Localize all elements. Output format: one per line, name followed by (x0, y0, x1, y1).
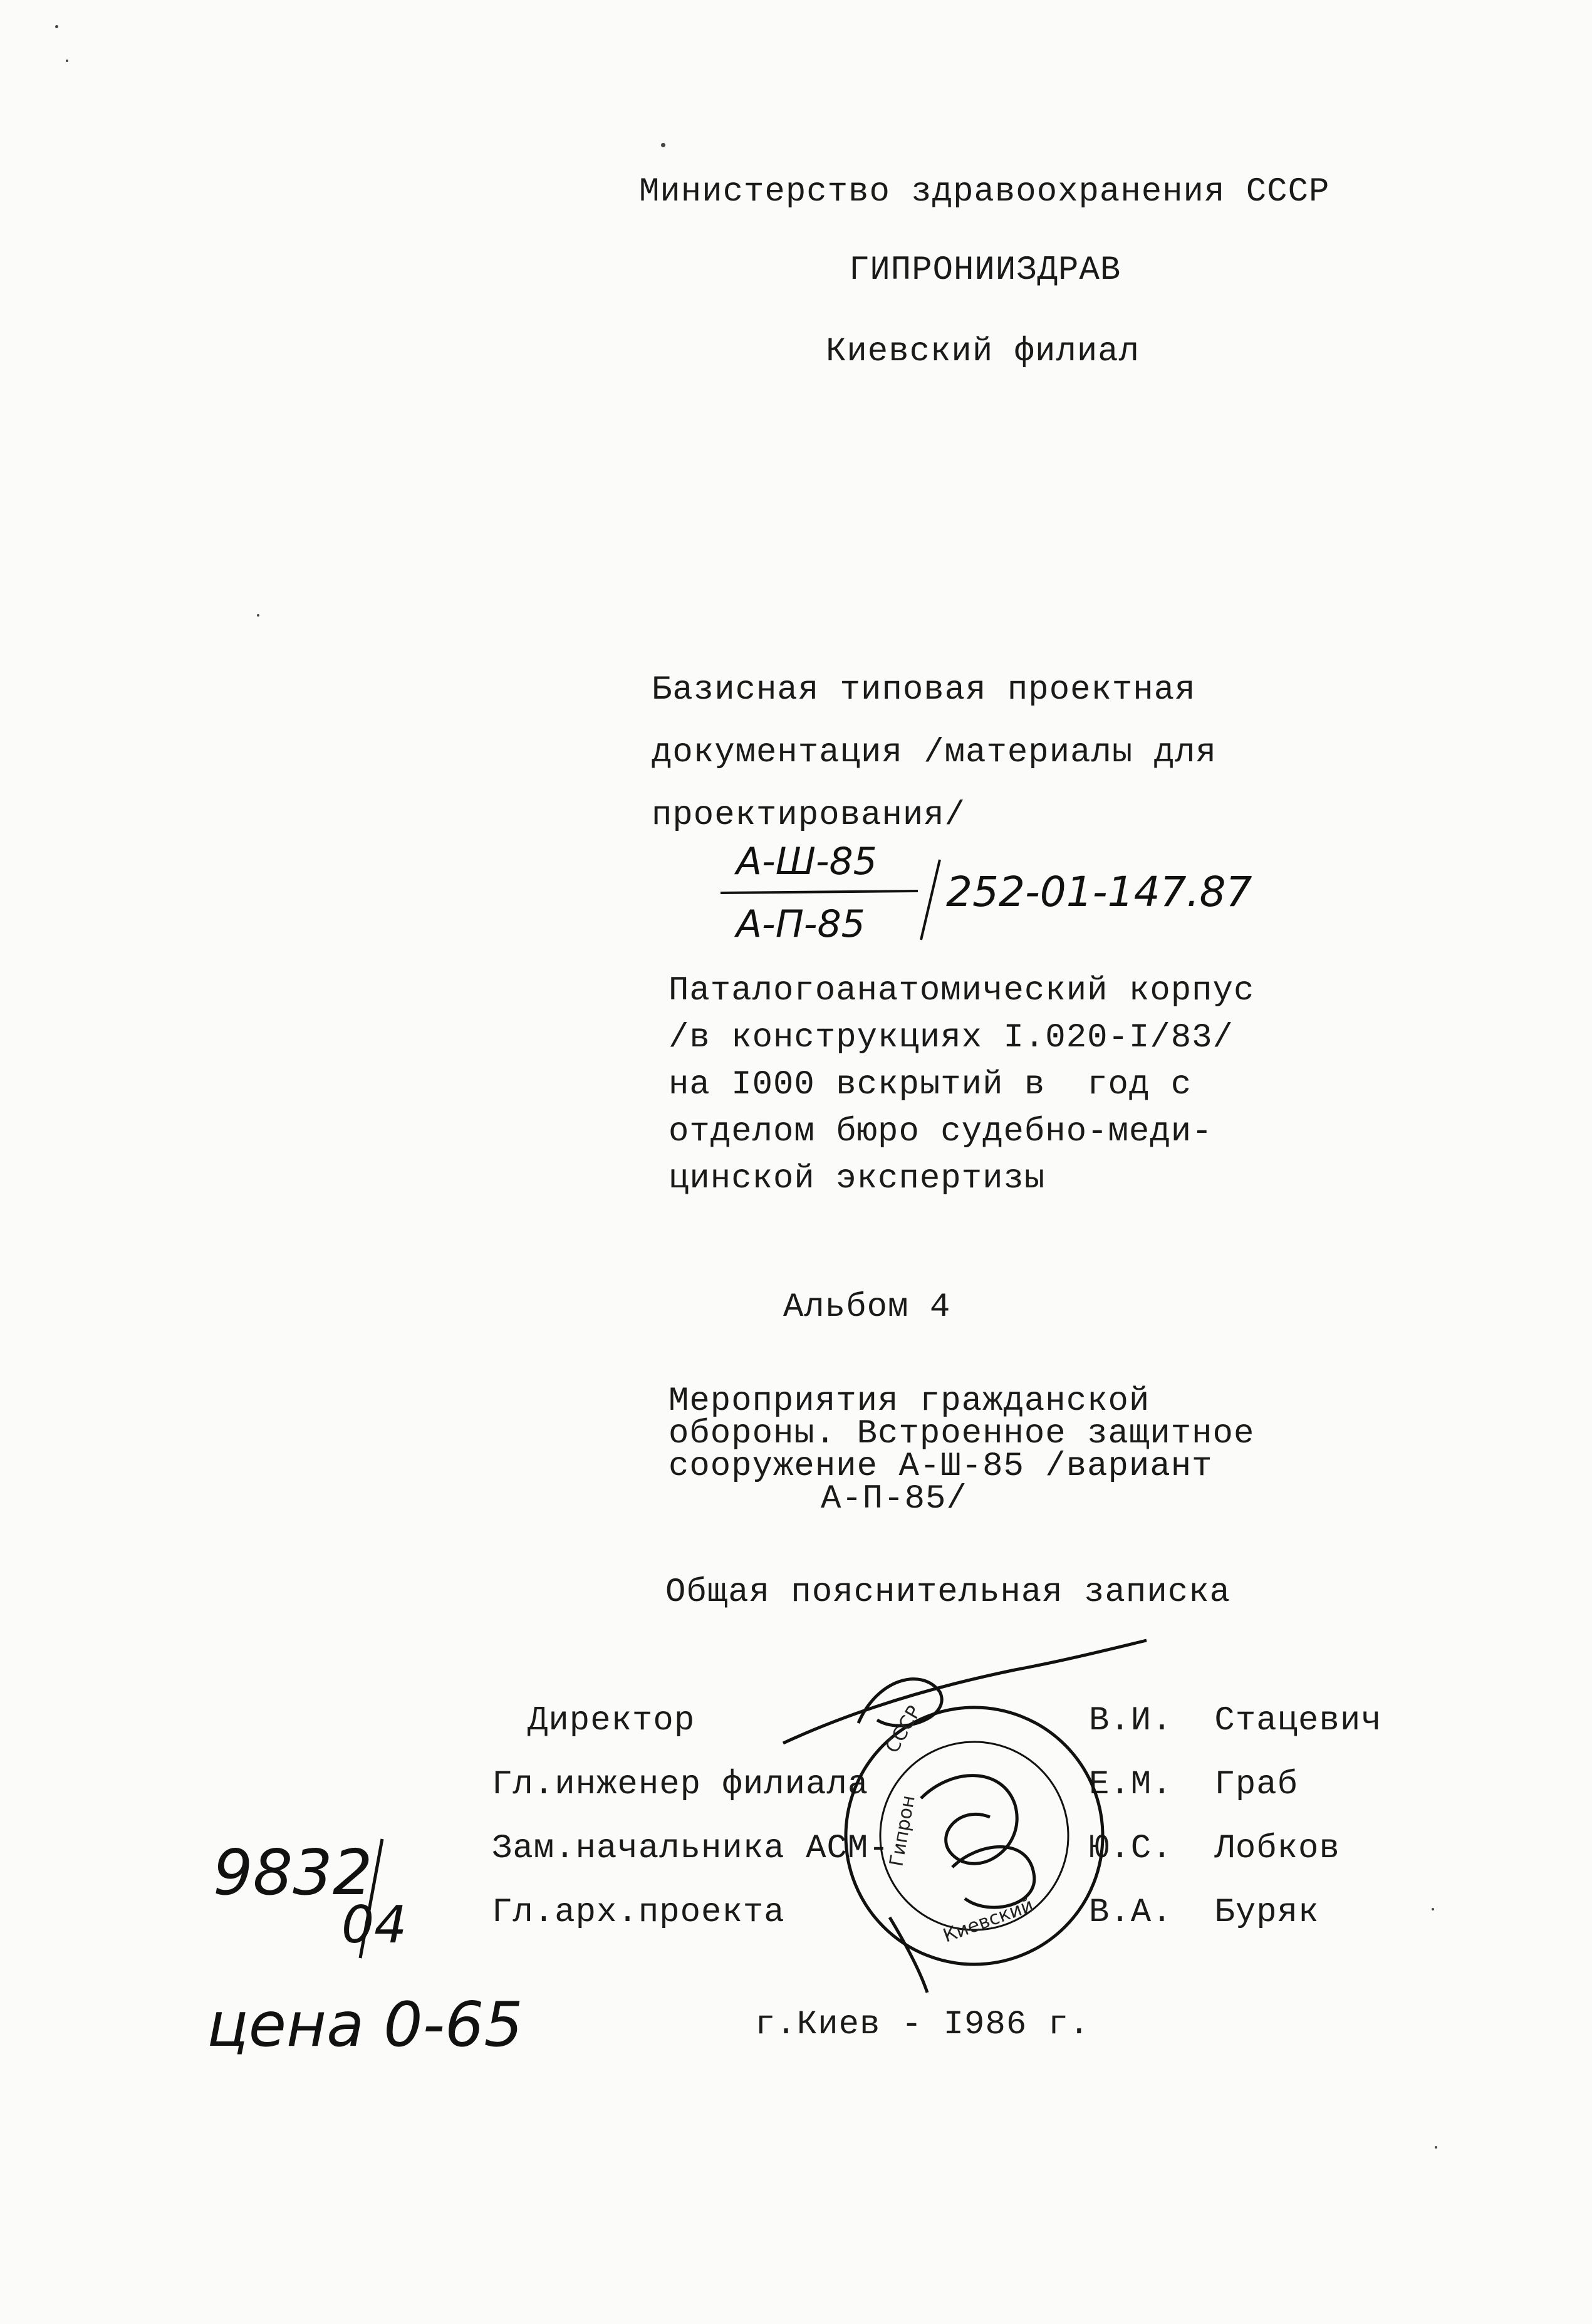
album-label: Альбом 4 (783, 1288, 951, 1326)
code-denominator: А-П-85 (736, 902, 865, 946)
note-title: Общая пояснительная записка (665, 1573, 1230, 1612)
branch-name: Киевский филиал (826, 333, 1140, 371)
scan-speck (661, 143, 665, 147)
basis-line-3: проектирования/ (652, 796, 966, 835)
price-label: цена 0-65 (207, 1989, 523, 2061)
subject-line-4: отделом бюро судебно-меди- (669, 1113, 1213, 1151)
subject-line-5: цинской экспертизы (669, 1160, 1046, 1198)
signatory-role: Гл.арх.проекта (492, 1894, 785, 1932)
svg-text:Гипрон: Гипрон (885, 1793, 920, 1868)
inventory-suffix: 04 (341, 1895, 407, 1955)
signatory-role: Гл.инженер филиала (492, 1766, 869, 1804)
measures-line-4: А-П-85/ (821, 1480, 967, 1518)
signatory-name: Е.М. Граб (1089, 1766, 1299, 1804)
measures-line-3: сооружение А-Ш-85 /вариант (669, 1447, 1213, 1486)
scan-speck (1435, 2146, 1437, 2149)
signatory-role: Директор (528, 1702, 695, 1740)
ministry-title: Министерство здравоохранения СССР (639, 173, 1330, 211)
signatory-name: Ю.С. Лобков (1089, 1830, 1340, 1868)
place-and-year: г.Киев - I986 г. (755, 2006, 1090, 2044)
svg-text:Киевский: Киевский (940, 1894, 1037, 1947)
inventory-number: 9832 (213, 1836, 373, 1909)
scan-speck (1432, 1908, 1434, 1910)
subject-line-1: Паталогоанатомический корпус (669, 972, 1255, 1010)
signatory-name: В.А. Буряк (1089, 1894, 1319, 1932)
institute-name: ГИПРОНИИЗДРАВ (849, 251, 1121, 289)
subject-line-3: на I000 вскрытий в год с (669, 1066, 1192, 1104)
basis-line-2: документация /материалы для (652, 734, 1217, 772)
scan-speck (66, 60, 68, 62)
subject-line-2: /в конструкциях I.020-I/83/ (669, 1019, 1234, 1057)
svg-text:СССР: СССР (881, 1702, 926, 1757)
basis-line-1: Базисная типовая проектная (652, 671, 1196, 709)
code-suffix: 252-01-147.87 (946, 868, 1252, 916)
measures-line-1: Мероприятия гражданской (669, 1382, 1150, 1420)
measures-line-2: обороны. Встроенное защитное (669, 1415, 1255, 1453)
scan-speck (55, 25, 58, 28)
code-numerator: А-Ш-85 (736, 840, 877, 883)
scan-speck (257, 614, 259, 617)
signatory-name: В.И. Стацевич (1089, 1702, 1382, 1740)
signatory-role: Зам.начальника АСМ- (492, 1830, 890, 1868)
